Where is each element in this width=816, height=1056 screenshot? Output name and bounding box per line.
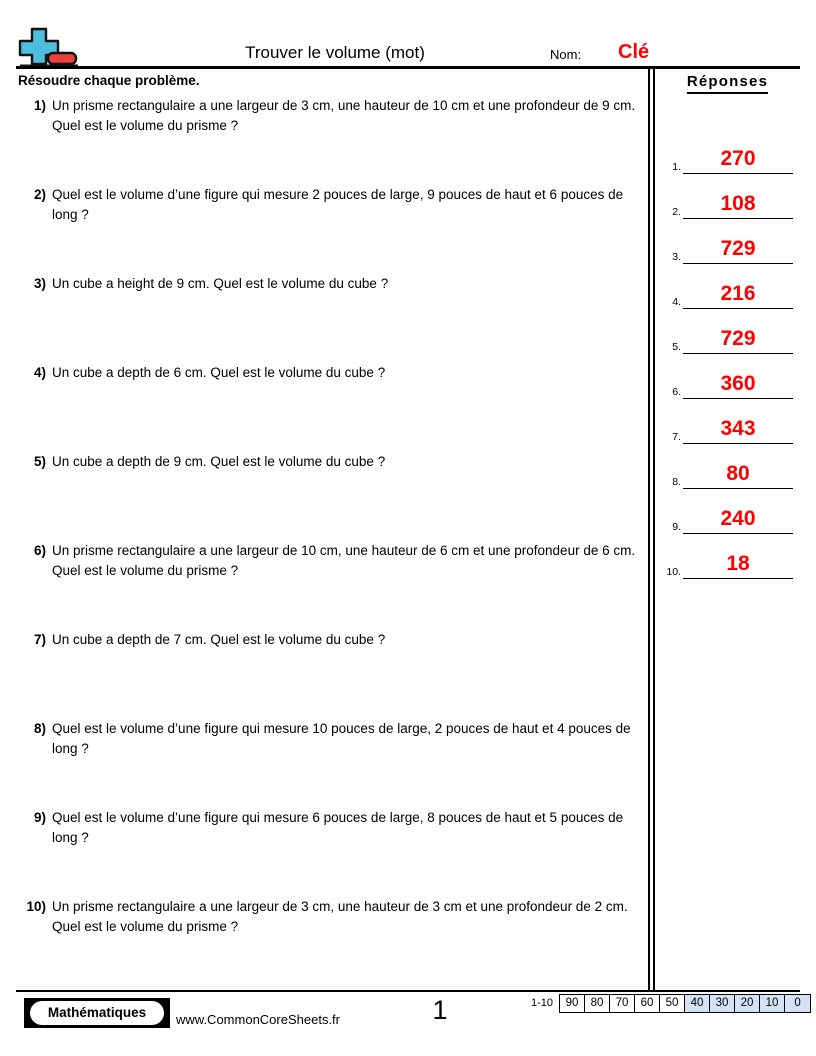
question-number: 4) [33,365,46,380]
answer-index: 3. [672,251,681,263]
score-scale-cell: 90 [560,995,585,1012]
answer-row [655,355,816,399]
answer-index: 8. [672,476,681,488]
question-text: Quel est le volume d’une figure qui mesure 2 pouces de large, 9 pouces de haut et 6 pouces de long ? [52,187,624,222]
answer-value: 108 [720,192,756,215]
answer-row [655,130,816,174]
plus-minus-logo-icon [18,26,88,66]
instruction-text: Résoudre chaque problème. [18,73,200,88]
question-number: 5) [33,454,46,469]
answer-index: 9. [672,521,681,533]
score-scale-cell: 10 [760,995,785,1012]
question-row [16,719,642,759]
score-scale-cell: 50 [660,995,685,1012]
answer-index: 5. [672,341,681,353]
question-text: Un prisme rectangulaire a une largeur de 3 cm, une hauteur de 3 cm et une profondeur de 2 cm. Quel est le volume du prisme ? [52,899,628,934]
score-scale-cell: 40 [685,995,710,1012]
question-number: 6) [33,543,46,558]
answer-index: 6. [672,386,681,398]
question-row [16,630,642,650]
answers-heading-text: Réponses [687,72,768,94]
question-number: 7) [33,632,46,647]
divider-line-left [648,68,650,990]
column-divider [648,68,655,990]
answer-index: 1. [672,161,681,173]
answer-row [655,310,816,354]
question-row [16,96,642,136]
question-number: 1) [33,98,46,113]
answer-value: 240 [720,507,756,530]
question-text: Un prisme rectangulaire a une largeur de 3 cm, une hauteur de 10 cm et une profondeur de 9 cm. Quel est le volume du prisme ? [52,98,636,133]
answer-value: 18 [726,552,750,575]
answer-index: 10. [666,566,681,578]
question-row [16,541,642,581]
name-label: Nom: [550,47,582,62]
question-text: Quel est le volume d’une figure qui mesure 10 pouces de large, 2 pouces de haut et 4 pouces de long ? [52,721,631,756]
answer-index: 2. [672,206,681,218]
question-row [16,808,642,848]
page-header [0,0,816,68]
score-scale-cell: 30 [710,995,735,1012]
question-row [16,897,642,937]
answer-row [655,400,816,444]
answer-index: 7. [672,431,681,443]
answers-heading [655,72,800,94]
brand-badge [24,998,170,1028]
question-row [16,363,642,383]
score-scale-cell: 20 [735,995,760,1012]
answers-column [655,68,816,990]
answer-row [655,175,816,219]
question-row [16,185,642,225]
name-value: Clé [618,41,650,63]
question-number: 2) [33,187,46,202]
answer-row [655,535,816,579]
question-row [16,452,642,472]
page-title: Trouver le volume (mot) [245,43,425,62]
answer-row [655,265,816,309]
question-number: 3) [33,276,46,291]
score-scale-cell: 60 [635,995,660,1012]
question-text: Un cube a depth de 6 cm. Quel est le volume du cube ? [52,365,386,380]
question-text: Un cube a depth de 7 cm. Quel est le volume du cube ? [52,632,386,647]
question-text: Quel est le volume d’une figure qui mesure 6 pouces de large, 8 pouces de haut et 5 pouces de long ? [52,810,624,845]
answer-row [655,445,816,489]
answer-index: 4. [672,296,681,308]
answer-value: 216 [720,282,756,305]
score-scale-cells [559,994,811,1013]
question-number: 9) [33,810,46,825]
score-scale-cell: 70 [610,995,635,1012]
question-text: Un cube a depth de 9 cm. Quel est le volume du cube ? [52,454,386,469]
question-text: Un prisme rectangulaire a une largeur de 10 cm, une hauteur de 6 cm et une profondeur de 6 cm. Quel est le volume du prisme ? [52,543,636,578]
question-number: 10) [26,899,46,914]
answer-value: 360 [720,372,756,395]
answer-value: 729 [720,237,756,260]
score-scale [531,994,811,1013]
answer-value: 80 [726,462,750,485]
score-scale-cell: 0 [785,995,810,1012]
answer-value: 270 [720,147,756,170]
answer-row [655,220,816,264]
answer-value: 343 [720,417,756,440]
score-scale-cell: 80 [585,995,610,1012]
site-url: www.CommonCoreSheets.fr [176,1012,340,1027]
question-row [16,274,642,294]
score-scale-label: 1-10 [531,997,554,1009]
footer-divider-rule [16,990,800,992]
answer-value: 729 [720,327,756,350]
page-number: 1 [432,995,448,1025]
answer-row [655,490,816,534]
brand-label: Mathématiques [30,1001,164,1025]
question-number: 8) [33,721,46,736]
question-text: Un cube a height de 9 cm. Quel est le volume du cube ? [52,276,389,291]
